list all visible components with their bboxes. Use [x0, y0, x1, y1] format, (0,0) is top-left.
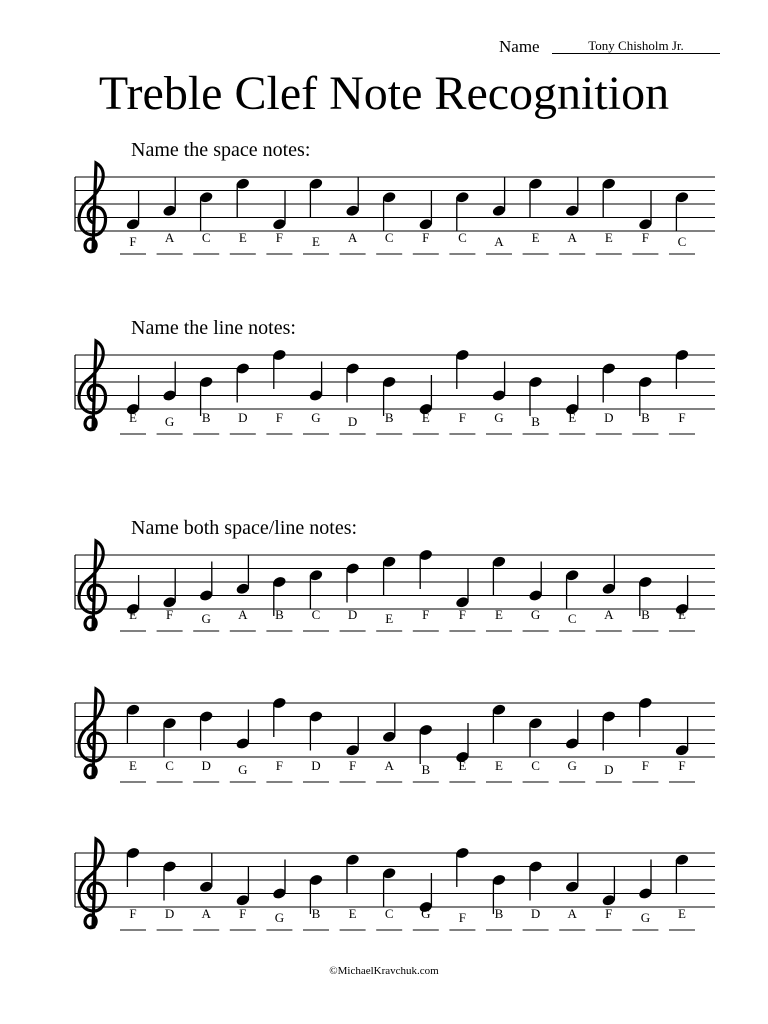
prompt-line-notes: Name the line notes: [131, 317, 296, 339]
answer-letter: E [604, 230, 613, 245]
answer-letter: G [201, 611, 211, 626]
answer-letter: G [567, 758, 577, 773]
answer-letter: B [311, 906, 321, 921]
answer-letter: D [201, 758, 211, 773]
answer-letter: A [384, 758, 394, 773]
staff-row-2 [75, 341, 715, 434]
answer-letter: E [348, 906, 357, 921]
answer-letter: D [604, 410, 614, 425]
answer-letter: G [494, 410, 504, 425]
answer-letter: E [238, 230, 247, 245]
answer-letter: A [567, 230, 577, 245]
answer-letter: F [129, 234, 137, 249]
answer-letter: F [239, 906, 247, 921]
treble-clef-icon [79, 689, 106, 778]
answer-letter: F [458, 910, 467, 925]
answer-letter: B [494, 906, 504, 921]
answer-letter: E [568, 410, 577, 425]
answer-letter: F [275, 230, 284, 245]
answer-letter: C [458, 230, 467, 245]
answer-letter: D [238, 410, 248, 425]
answer-letter: B [201, 410, 211, 425]
answer-letter: G [274, 910, 285, 925]
answer-letter: E [129, 410, 137, 425]
answer-letter: G [164, 414, 175, 429]
staff-row-1 [75, 163, 715, 254]
answer-letter: D [604, 762, 614, 777]
answer-letter: C [531, 758, 540, 773]
answer-letter: C [201, 230, 211, 245]
answer-letter: F [165, 607, 174, 622]
answer-letter: B [641, 607, 650, 622]
answer-letter: F [129, 906, 137, 921]
staff-row-3 [75, 541, 715, 631]
treble-clef-icon [79, 163, 106, 252]
treble-clef-icon [79, 839, 106, 928]
answer-letter: G [238, 762, 248, 777]
answer-letter: E [421, 410, 430, 425]
answer-letter: A [164, 230, 175, 245]
answer-letter: E [531, 230, 540, 245]
answer-letter: D [164, 906, 175, 921]
answer-letter: E [678, 607, 686, 622]
answer-letter: A [238, 607, 248, 622]
staff-row-4 [75, 689, 715, 782]
answer-letter: C [677, 234, 687, 249]
answer-letter: F [678, 758, 686, 773]
answer-letter: E [129, 758, 137, 773]
answer-letter: B [421, 762, 431, 777]
answer-letter: G [311, 410, 321, 425]
answer-letter: B [275, 607, 284, 622]
answer-letter: C [311, 607, 321, 622]
answer-letter: B [531, 414, 540, 429]
answer-letter: D [311, 758, 321, 773]
answer-letter: G [640, 910, 651, 925]
staff-row-5 [75, 839, 715, 930]
answer-letter: F [458, 410, 467, 425]
prompt-both-notes: Name both space/line notes: [131, 517, 358, 539]
answer-letter: E [458, 758, 467, 773]
answer-letter: E [129, 607, 137, 622]
answer-letter: B [384, 410, 394, 425]
answer-letter: C [384, 230, 394, 245]
answer-letter: A [347, 230, 358, 245]
answer-letter: F [641, 758, 650, 773]
answer-letter: B [641, 410, 650, 425]
answer-letter: E [495, 607, 503, 622]
page-title: Treble Clef Note Recognition [98, 67, 670, 120]
answer-letter: A [201, 906, 211, 921]
answer-letter: D [347, 607, 358, 622]
answer-letter: F [275, 758, 284, 773]
name-field[interactable]: Tony Chisholm Jr. [552, 39, 720, 54]
answer-letter: F [641, 230, 650, 245]
prompt-space-notes: Name the space notes: [131, 139, 311, 161]
answer-letter: F [348, 758, 357, 773]
answer-letter: F [422, 607, 430, 622]
answer-letter: C [567, 611, 577, 626]
answer-letter: F [458, 607, 467, 622]
answer-letter: F [678, 410, 686, 425]
answer-letter: G [421, 906, 431, 921]
answer-letter: E [678, 906, 686, 921]
answer-letter: G [530, 607, 541, 622]
answer-letter: F [605, 906, 613, 921]
treble-clef-icon [79, 341, 106, 430]
answer-letter: D [530, 906, 541, 921]
answer-letter: A [604, 607, 614, 622]
copyright-footer: ©MichaelKravchuk.com [329, 965, 439, 977]
answer-letter: E [312, 234, 320, 249]
answer-letter: A [494, 234, 504, 249]
answer-letter: A [567, 906, 577, 921]
answer-letter: C [165, 758, 174, 773]
answer-letter: F [422, 230, 430, 245]
answer-letter: D [347, 414, 358, 429]
name-label: Name [499, 37, 540, 56]
answer-letter: E [495, 758, 503, 773]
answer-letter: E [385, 611, 394, 626]
answer-letter: F [275, 410, 284, 425]
answer-letter: C [384, 906, 394, 921]
treble-clef-icon [79, 541, 106, 630]
